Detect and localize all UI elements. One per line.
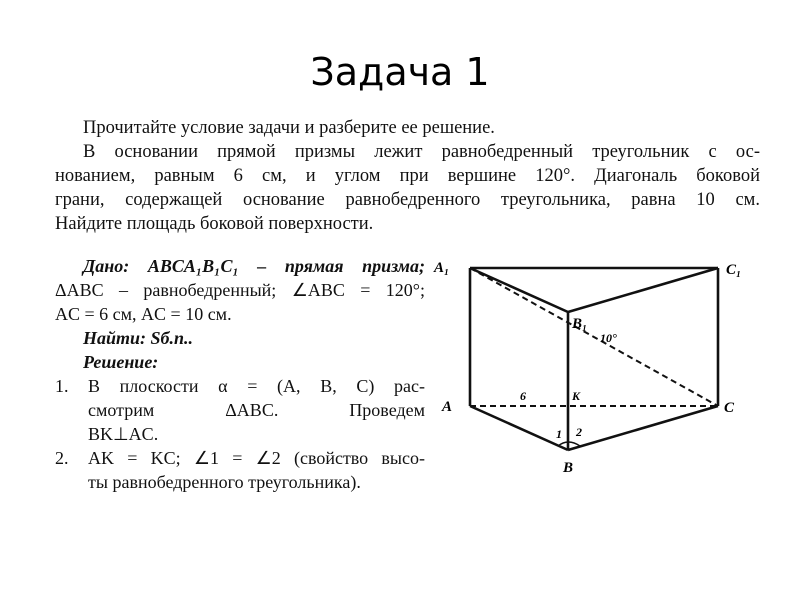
label-angle-1: 1 bbox=[556, 427, 562, 441]
given-and-solution bbox=[55, 254, 425, 494]
edge-b-c bbox=[568, 406, 718, 450]
step-1-line-3: BK⊥AC. bbox=[88, 424, 159, 444]
solution-label: Решение: bbox=[83, 352, 159, 372]
given-line-2: ΔABC – равнобедренный; ∠ABC = 120°; bbox=[55, 280, 425, 300]
scanned-problem-page bbox=[50, 112, 770, 542]
step-2-number: 2. bbox=[55, 448, 69, 468]
label-c: C bbox=[724, 400, 735, 416]
find-label: Найти: bbox=[83, 328, 147, 348]
intro-instruction: Прочитайте условие задачи и разберите ее решение. bbox=[83, 118, 495, 138]
step-1-number: 1. bbox=[55, 376, 69, 396]
given-label: Дано: bbox=[83, 256, 130, 276]
step-2-line-1: AK = KC; ∠1 = ∠2 (свойство высо- bbox=[88, 448, 425, 468]
slide-title: Задача 1 bbox=[310, 50, 490, 94]
solution-step-1 bbox=[55, 374, 425, 446]
edge-a1-b1 bbox=[470, 268, 568, 312]
step-1-line-1: В плоскости α = (A, B, C) рас- bbox=[88, 376, 425, 396]
label-angle-2: 2 bbox=[576, 425, 582, 439]
intro-line-2: В основании прямой призмы лежит равнобедренный треугольник с ос- bbox=[83, 142, 760, 162]
prism-diagram bbox=[430, 252, 770, 482]
label-k: K bbox=[572, 389, 581, 403]
label-c1: C₁ bbox=[726, 262, 742, 278]
find-value: Sб.п.. bbox=[150, 328, 194, 348]
step-1-line-2: смотрим ΔABC. Проведем bbox=[88, 400, 425, 420]
label-b1: B₁ bbox=[572, 316, 588, 332]
given-line-1 bbox=[55, 254, 425, 278]
edge-a-b bbox=[470, 406, 568, 450]
intro-line-4: грани, содержащей основание равнобедренного треугольника, равна 10 см. bbox=[55, 190, 760, 210]
intro-line-3: нованием, равным 6 см, и углом при вершине 120°. Диагональ боковой bbox=[55, 166, 760, 186]
given-line-3: AC = 6 см, AC = 10 см. bbox=[55, 304, 232, 324]
solution-step-2 bbox=[55, 446, 425, 494]
label-b: B bbox=[563, 460, 574, 476]
label-a1: A₁ bbox=[434, 260, 450, 276]
face-diagonal-a1-c bbox=[470, 268, 718, 406]
edge-b1-c1 bbox=[568, 268, 718, 312]
label-length-6: 6 bbox=[520, 389, 526, 403]
given-prism: ABCA₁B₁C₁ – прямая призма; bbox=[147, 256, 426, 276]
intro-line-5: Найдите площадь боковой поверхности. bbox=[55, 214, 374, 234]
label-a: A bbox=[442, 399, 453, 415]
step-2-line-2: ты равнобедренного треугольника). bbox=[88, 472, 361, 492]
problem-statement bbox=[55, 116, 760, 236]
label-diagonal-10: 10° bbox=[600, 331, 617, 345]
find-line bbox=[55, 326, 425, 350]
